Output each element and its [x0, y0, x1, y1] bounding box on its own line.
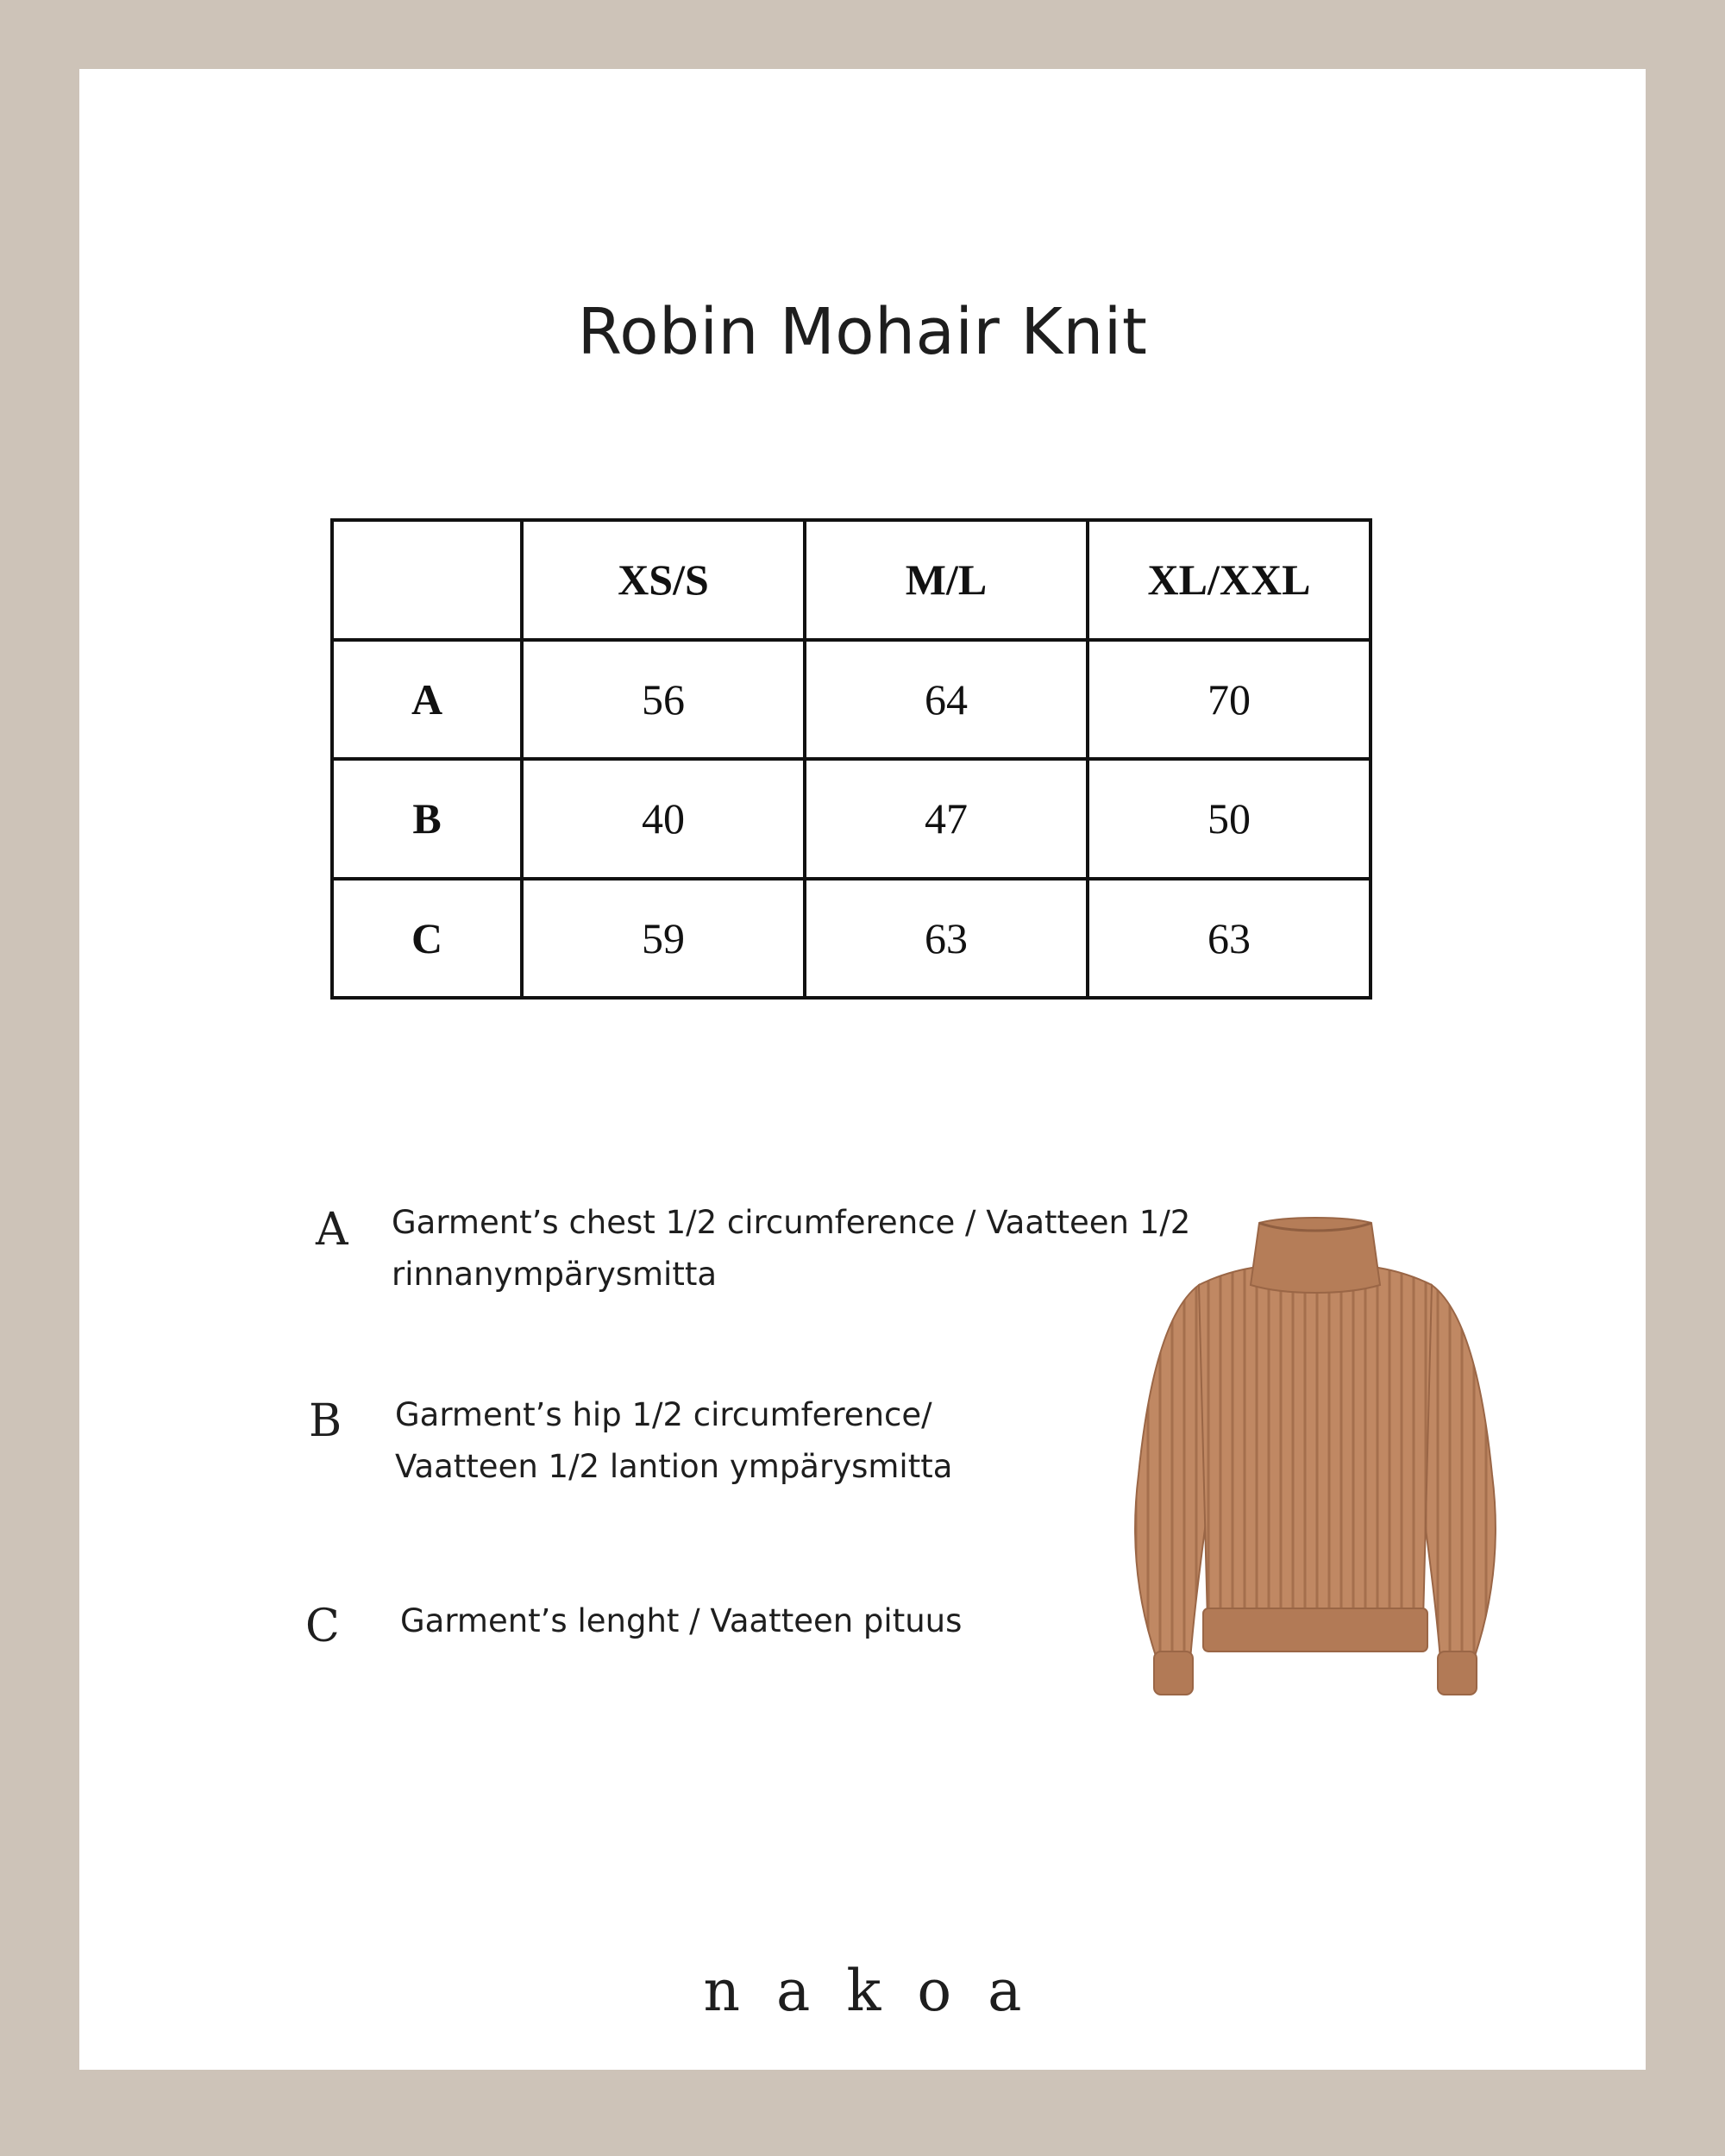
legend-a-line2: rinnanympärysmitta — [392, 1256, 718, 1293]
table-row — [332, 640, 1371, 760]
row-label-a: A — [332, 640, 522, 760]
size-table — [330, 518, 1372, 1000]
legend-letter-c: C — [305, 1601, 340, 1652]
table-cell: 63 — [805, 879, 1088, 999]
table-header-xs-s: XS/S — [522, 520, 805, 640]
legend-text-b — [395, 1389, 952, 1493]
brand-logo-text: nakoa — [703, 1958, 1058, 2024]
table-header-xl-xxl: XL/XXL — [1088, 520, 1371, 640]
page-title: Robin Mohair Knit — [577, 295, 1148, 369]
legend-c-line1: Garment’s lenght / Vaatteen pituus — [400, 1602, 963, 1639]
table-cell: 63 — [1088, 879, 1371, 999]
table-cell: 64 — [805, 640, 1088, 760]
legend-text-a — [392, 1197, 1190, 1300]
table-cell: 56 — [522, 640, 805, 760]
table-row — [332, 879, 1371, 999]
table-cell: 59 — [522, 879, 805, 999]
legend-b-line2: Vaatteen 1/2 lantion ympärysmitta — [395, 1448, 953, 1485]
legend-letter-a: A — [316, 1204, 348, 1256]
table-cell: 40 — [522, 759, 805, 879]
table-cell: 47 — [805, 759, 1088, 879]
table-header-row — [332, 520, 1371, 640]
sweater-image — [1130, 1216, 1501, 1716]
table-row — [332, 759, 1371, 879]
legend-a-line1: Garment’s chest 1/2 circumference / Vaatteen 1/2 — [392, 1204, 1191, 1241]
legend-b-line1: Garment’s hip 1/2 circumference/ — [395, 1396, 932, 1433]
table-cell: 70 — [1088, 640, 1371, 760]
table-cell: 50 — [1088, 759, 1371, 879]
legend-letter-b: B — [309, 1395, 342, 1447]
row-label-b: B — [332, 759, 522, 879]
row-label-c: C — [332, 879, 522, 999]
size-chart-card — [79, 69, 1646, 2070]
legend-text-c — [400, 1595, 962, 1647]
table-header-m-l: M/L — [805, 520, 1088, 640]
table-header-empty — [332, 520, 522, 640]
